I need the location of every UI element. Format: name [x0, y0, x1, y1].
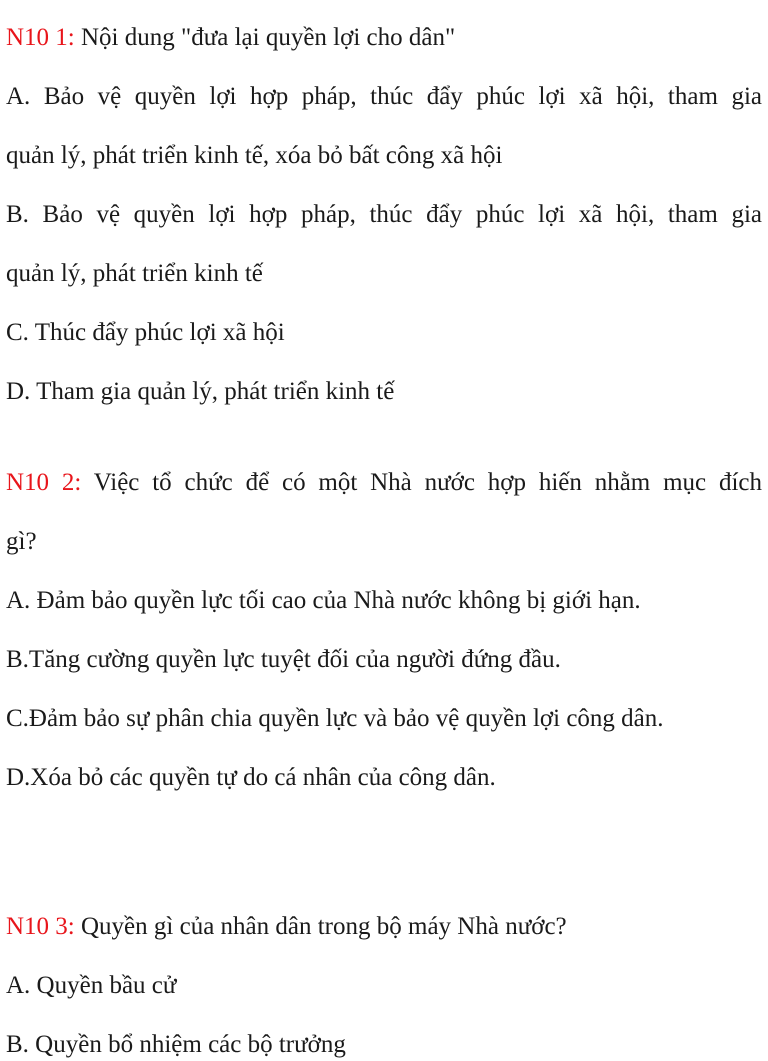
question-2-text-line-1: Việc tổ chức để có một Nhà nước hợp hiến nhằm mục đích	[81, 469, 762, 496]
question-1-option-a-line-1: A. Bảo vệ quyền lợi hợp pháp, thúc đẩy phúc lợi xã hội, tham gia	[6, 83, 762, 110]
question-3-text: Quyền gì của nhân dân trong bộ máy Nhà nước?	[74, 913, 567, 940]
question-3-number: N10 3:	[6, 913, 75, 940]
question-1-option-b-line-1: B. Bảo vệ quyền lợi hợp pháp, thúc đẩy phúc lợi xã hội, tham gia	[6, 201, 762, 228]
question-1-option-b-line-2: quản lý, phát triển kinh tế	[6, 260, 263, 287]
question-3-option-b: B. Quyền bổ nhiệm các bộ trưởng	[6, 1031, 346, 1058]
question-1-option-c: C. Thúc đẩy phúc lợi xã hội	[6, 319, 285, 346]
question-2-option-a: A. Đảm bảo quyền lực tối cao của Nhà nước không bị giới hạn.	[6, 587, 641, 614]
question-1-option-a-line-2: quản lý, phát triển kinh tế, xóa bỏ bất công xã hội	[6, 142, 503, 169]
question-3-heading	[6, 911, 762, 943]
document-page	[6, 22, 762, 1061]
question-2-heading	[6, 467, 762, 499]
question-1-heading	[6, 22, 762, 54]
question-3-option-a: A. Quyền bầu cử	[6, 972, 177, 999]
question-1-number: N10 1:	[6, 24, 75, 51]
question-1-option-d: D. Tham gia quản lý, phát triển kinh tế	[6, 378, 395, 405]
question-2-option-b: B.Tăng cường quyền lực tuyệt đối của người đứng đầu.	[6, 646, 561, 673]
question-2-option-c: C.Đảm bảo sự phân chia quyền lực và bảo vệ quyền lợi công dân.	[6, 705, 664, 732]
question-2-option-d: D.Xóa bỏ các quyền tự do cá nhân của công dân.	[6, 764, 496, 791]
question-1-text: Nội dung "đưa lại quyền lợi cho dân"	[74, 24, 456, 51]
question-2-text-line-2: gì?	[6, 528, 37, 555]
question-2-number: N10 2:	[6, 469, 82, 496]
